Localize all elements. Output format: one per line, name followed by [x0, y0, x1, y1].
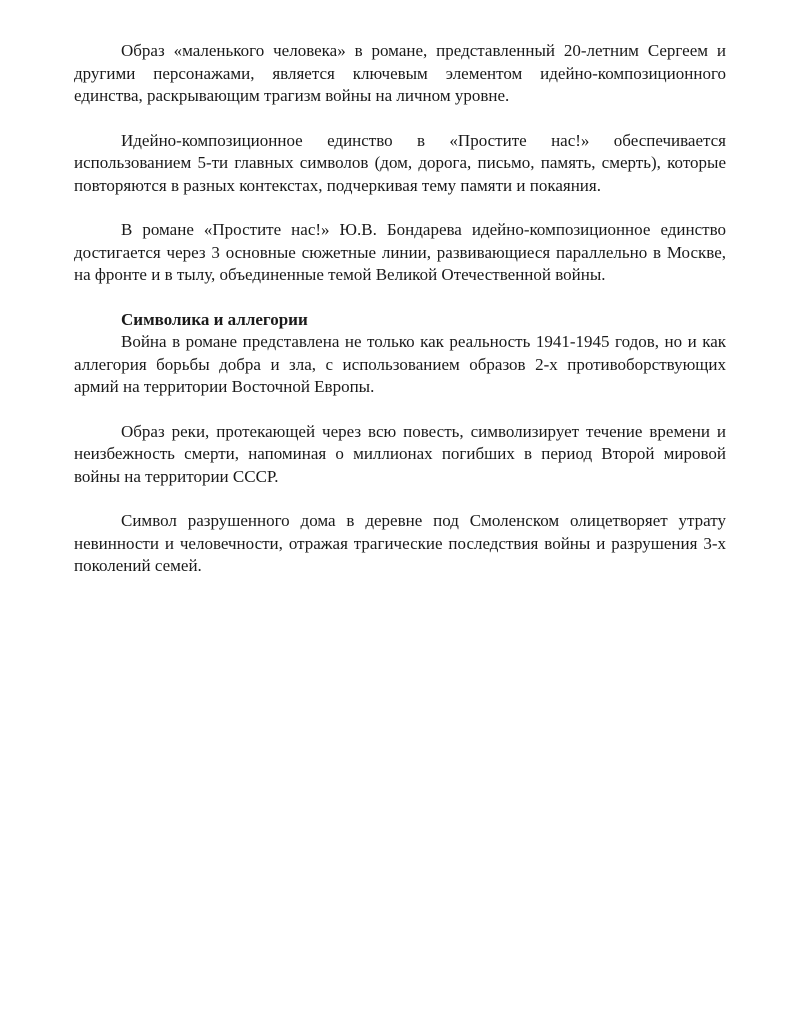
paragraph-plot-lines: В романе «Простите нас!» Ю.В. Бондарева идейно-композиционное единство достигается через 3 основные сюжетные линии, развивающиеся параллельно в Москве, на фронте и в тылу, объединенные темой Великой Отечественной войны. — [74, 220, 726, 284]
paragraph-war-allegory: Война в романе представлена не только как реальность 1941-1945 годов, но и как аллегория борьбы добра и зла, с использованием образов 2-х противоборствующих армий на территории Восточной Европы. — [74, 332, 726, 396]
section-heading: Символика и аллегории — [121, 309, 308, 329]
document-page — [74, 40, 726, 578]
paragraph-little-man: Образ «маленького человека» в романе, представленный 20-летним Сергеем и другими персонажами, является ключевым элементом идейно-композиционного единства, раскрывающим трагизм войны на личном уровне. — [74, 41, 726, 105]
paragraph-symbols: Идейно-композиционное единство в «Простите нас!» обеспечивается использованием 5-ти главных символов (дом, дорога, письмо, память, смерть), которые повторяются в разных контекстах, подчеркивая тему памяти и покаяния. — [74, 130, 726, 195]
paragraph-river-symbol: Образ реки, протекающей через всю повесть, символизирует течение времени и неизбежность смерти, напоминая о миллионах погибших в период Второй мировой войны на территории СССР. — [74, 421, 726, 486]
paragraph-house-symbol: Символ разрушенного дома в деревне под Смоленском олицетворяет утрату невинности и человечности, отражая трагические последствия войны и разрушения 3-х поколений семей. — [74, 511, 726, 575]
